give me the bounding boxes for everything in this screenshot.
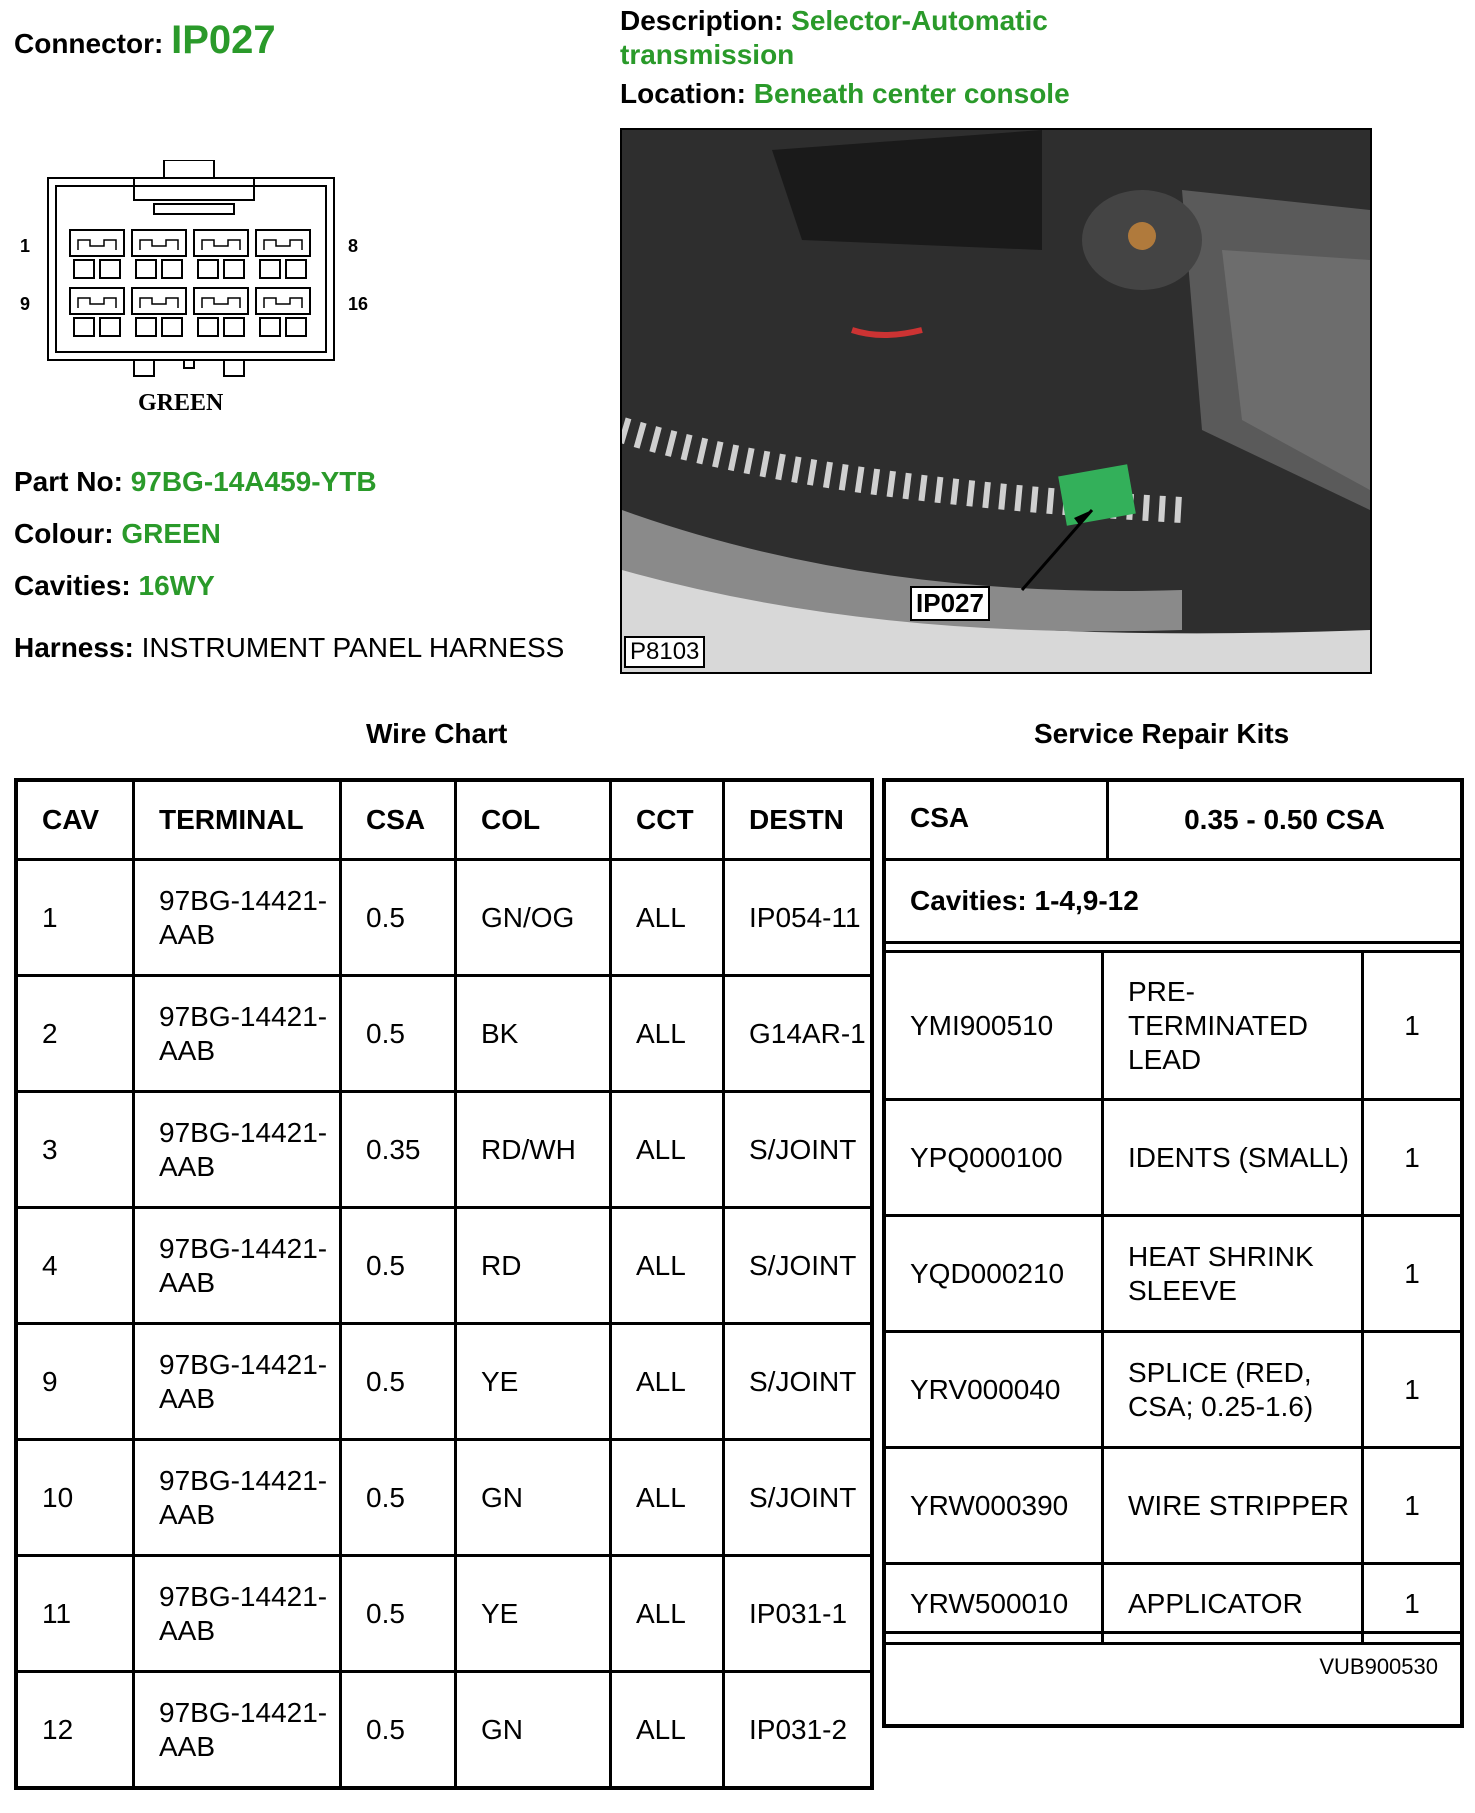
- table-row: [886, 952, 1460, 1100]
- table-cell: 97BG-14421-AAB: [134, 976, 341, 1092]
- cavity-latch: [202, 298, 240, 308]
- table-cell: S/JOINT: [724, 1440, 873, 1556]
- wire-chart-table: [14, 778, 874, 1790]
- repair-kits-header-row: [886, 782, 1460, 861]
- table-cell: GN: [456, 1440, 611, 1556]
- cavity-latch: [140, 240, 178, 250]
- table-cell: SPLICE (RED, CSA; 0.25-1.6): [1103, 1332, 1363, 1448]
- table-cell: 97BG-14421-AAB: [134, 1556, 341, 1672]
- table-row: [16, 1672, 872, 1789]
- location: [620, 78, 1070, 110]
- table-cell: ALL: [611, 1208, 724, 1324]
- location-value: Beneath center console: [753, 78, 1070, 109]
- colour-value: GREEN: [121, 518, 221, 549]
- table-cell: IP031-2: [724, 1672, 873, 1789]
- table-cell: 2: [16, 976, 134, 1092]
- terminal-box: [198, 318, 218, 336]
- table-cell: ALL: [611, 1440, 724, 1556]
- pin-1-label: 1: [20, 236, 31, 256]
- table-row: [16, 1208, 872, 1324]
- pin-8-label: 8: [348, 236, 359, 256]
- wire-chart-title: Wire Chart: [366, 718, 508, 749]
- table-row: [16, 1440, 872, 1556]
- part-number-label: Part No:: [14, 466, 123, 497]
- terminal-box: [198, 260, 218, 278]
- harness-label: Harness:: [14, 632, 134, 663]
- cavity-latch: [140, 298, 178, 308]
- cavity-latch: [78, 240, 116, 250]
- table-cell: PRE-TERMINATED LEAD: [1103, 952, 1363, 1100]
- repair-kits-footer: [886, 1631, 1460, 1724]
- terminal-box: [100, 260, 120, 278]
- table-cell: 0.5: [341, 1556, 456, 1672]
- repair-kit-code: VUB900530: [1319, 1654, 1438, 1679]
- csa-value: 0.35 - 0.50 CSA: [1106, 782, 1460, 858]
- terminal-box: [286, 260, 306, 278]
- column-header: COL: [456, 780, 611, 860]
- column-header: CCT: [611, 780, 724, 860]
- table-cell: YQD000210: [886, 1216, 1103, 1332]
- table-cell: WIRE STRIPPER: [1103, 1448, 1363, 1564]
- table-cell: YRW000390: [886, 1448, 1103, 1564]
- table-cell: YRW500010: [886, 1564, 1103, 1644]
- table-cell: 4: [16, 1208, 134, 1324]
- table-cell: 0.35: [341, 1092, 456, 1208]
- terminal-box: [286, 318, 306, 336]
- table-cell: 10: [16, 1440, 134, 1556]
- harness-value: INSTRUMENT PANEL HARNESS: [141, 632, 565, 663]
- terminal-box: [74, 318, 94, 336]
- table-cell: RD: [456, 1208, 611, 1324]
- table-row: [16, 1324, 872, 1440]
- colour: [14, 518, 221, 550]
- table-cell: 1: [1363, 952, 1461, 1100]
- table-cell: ALL: [611, 1556, 724, 1672]
- location-label: Location:: [620, 78, 746, 109]
- table-cell: YRV000040: [886, 1332, 1103, 1448]
- location-photo: [620, 128, 1372, 674]
- table-cell: 0.5: [341, 1324, 456, 1440]
- table-cell: 97BG-14421-AAB: [134, 860, 341, 976]
- table-cell: IP054-11: [724, 860, 873, 976]
- terminal-box: [162, 260, 182, 278]
- table-cell: 97BG-14421-AAB: [134, 1324, 341, 1440]
- table-cell: ALL: [611, 1324, 724, 1440]
- repair-kits-cavities: Cavities: 1-4,9-12: [910, 885, 1139, 916]
- table-cell: YPQ000100: [886, 1100, 1103, 1216]
- terminal-box: [162, 318, 182, 336]
- terminal-box: [100, 318, 120, 336]
- photo-code: P8103: [624, 636, 705, 668]
- wire-chart-header-row: [16, 780, 872, 860]
- cavity-latch: [78, 298, 116, 308]
- table-cell: 1: [1363, 1100, 1461, 1216]
- harness: [14, 632, 564, 664]
- cavity-latch: [264, 240, 302, 250]
- table-cell: G14AR-1: [724, 976, 873, 1092]
- cavities-label: Cavities:: [14, 570, 131, 601]
- repair-kits-table: [886, 950, 1460, 1645]
- table-cell: 3: [16, 1092, 134, 1208]
- table-row: [16, 860, 872, 976]
- terminal-box: [74, 260, 94, 278]
- table-cell: 1: [1363, 1564, 1461, 1644]
- connector-value: IP027: [171, 18, 276, 62]
- terminal-box: [260, 260, 280, 278]
- table-cell: 0.5: [341, 1672, 456, 1789]
- terminal-box: [136, 318, 156, 336]
- column-header: TERMINAL: [134, 780, 341, 860]
- cavity-latch: [202, 240, 240, 250]
- diagram-color-label: GREEN: [138, 390, 224, 416]
- photo-illustration: [622, 130, 1370, 672]
- column-header: DESTN: [724, 780, 873, 860]
- connector-label: Connector:: [14, 28, 164, 59]
- table-cell: RD/WH: [456, 1092, 611, 1208]
- table-row: [886, 1100, 1460, 1216]
- table-cell: ALL: [611, 1672, 724, 1789]
- description-value: Selector-Automatic transmission: [620, 5, 1048, 70]
- cavities: [14, 570, 215, 602]
- csa-label: CSA: [910, 802, 970, 833]
- terminal-box: [260, 318, 280, 336]
- table-cell: ALL: [611, 860, 724, 976]
- table-row: [16, 1092, 872, 1208]
- table-cell: BK: [456, 976, 611, 1092]
- description-label: Description:: [620, 5, 784, 36]
- part-number-value: 97BG-14A459-YTB: [130, 466, 377, 497]
- table-cell: GN: [456, 1672, 611, 1789]
- table-cell: YE: [456, 1324, 611, 1440]
- photo-callout-label: IP027: [910, 586, 990, 621]
- table-cell: HEAT SHRINK SLEEVE: [1103, 1216, 1363, 1332]
- table-cell: 1: [16, 860, 134, 976]
- terminal-box: [224, 260, 244, 278]
- table-cell: 9: [16, 1324, 134, 1440]
- table-cell: 97BG-14421-AAB: [134, 1092, 341, 1208]
- column-header: CSA: [341, 780, 456, 860]
- table-cell: 0.5: [341, 976, 456, 1092]
- table-row: [886, 1448, 1460, 1564]
- table-cell: YMI900510: [886, 952, 1103, 1100]
- description: [620, 4, 1140, 72]
- table-cell: GN/OG: [456, 860, 611, 976]
- table-cell: 11: [16, 1556, 134, 1672]
- column-header: CAV: [16, 780, 134, 860]
- table-cell: S/JOINT: [724, 1092, 873, 1208]
- table-cell: IDENTS (SMALL): [1103, 1100, 1363, 1216]
- table-cell: 0.5: [341, 1208, 456, 1324]
- table-cell: IP031-1: [724, 1556, 873, 1672]
- table-cell: 1: [1363, 1332, 1461, 1448]
- table-cell: S/JOINT: [724, 1324, 873, 1440]
- table-cell: 0.5: [341, 1440, 456, 1556]
- repair-kits-panel: [882, 778, 1464, 1728]
- table-cell: APPLICATOR: [1103, 1564, 1363, 1644]
- table-cell: 1: [1363, 1216, 1461, 1332]
- table-row: [886, 1216, 1460, 1332]
- terminal-box: [224, 318, 244, 336]
- pin-9-label: 9: [20, 294, 31, 314]
- table-cell: ALL: [611, 1092, 724, 1208]
- table-cell: 12: [16, 1672, 134, 1789]
- cavities-value: 16WY: [138, 570, 215, 601]
- pin-16-label: 16: [348, 294, 369, 314]
- table-cell: S/JOINT: [724, 1208, 873, 1324]
- table-row: [16, 976, 872, 1092]
- colour-label: Colour:: [14, 518, 114, 549]
- repair-kits-cavities-row: [886, 861, 1460, 944]
- table-cell: 97BG-14421-AAB: [134, 1440, 341, 1556]
- cavity-latch: [264, 298, 302, 308]
- connector-heading: [14, 18, 276, 63]
- table-cell: 97BG-14421-AAB: [134, 1672, 341, 1789]
- cavity-grid: [70, 230, 310, 336]
- repair-kits-title: Service Repair Kits: [1034, 718, 1290, 749]
- table-row: [16, 1556, 872, 1672]
- terminal-box: [136, 260, 156, 278]
- table-cell: 1: [1363, 1448, 1461, 1564]
- table-cell: 97BG-14421-AAB: [134, 1208, 341, 1324]
- table-cell: YE: [456, 1556, 611, 1672]
- table-row: [886, 1332, 1460, 1448]
- connector-face-diagram: [14, 160, 374, 420]
- part-number: [14, 466, 377, 498]
- table-cell: ALL: [611, 976, 724, 1092]
- table-cell: 0.5: [341, 860, 456, 976]
